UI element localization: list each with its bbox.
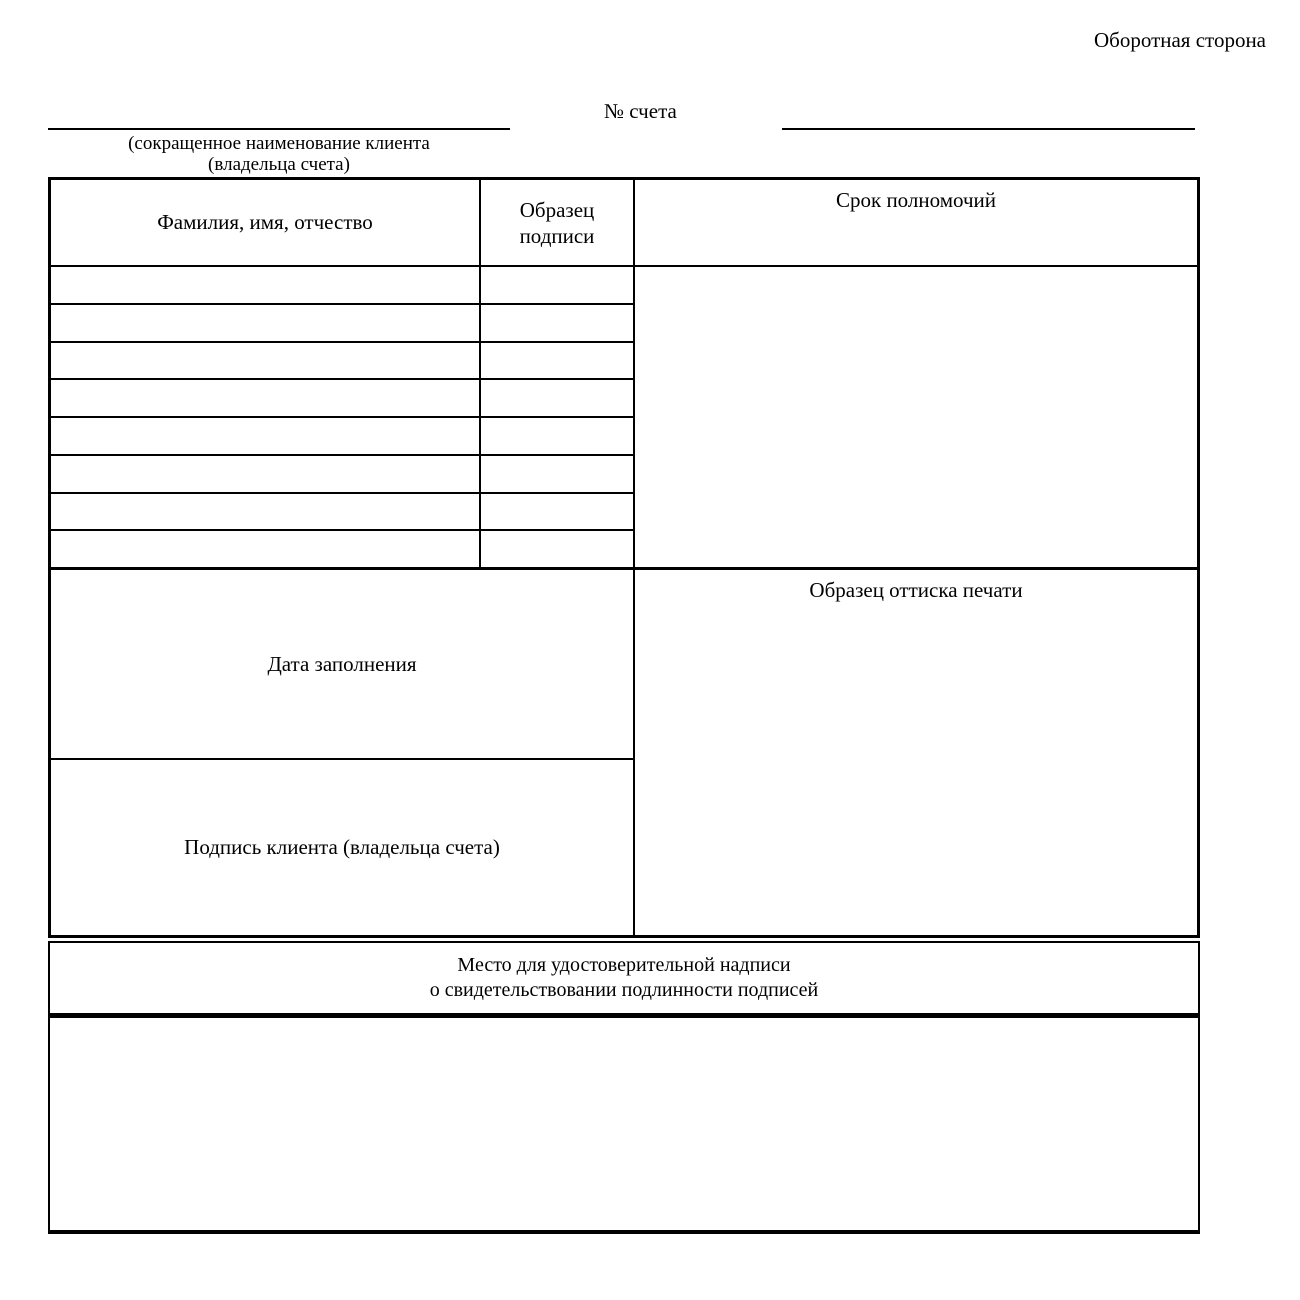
column-header-term-of-authority: Срок полномочий: [835, 188, 997, 212]
table-body: [51, 267, 1197, 570]
client-name-caption: [48, 133, 510, 175]
signature-table-row: [51, 531, 633, 567]
fio-cell[interactable]: [51, 531, 481, 567]
signature-table-row: [51, 305, 633, 343]
signature-table-row: [51, 267, 633, 305]
signature-sample-cell[interactable]: [481, 418, 633, 454]
account-number-label: № счета: [604, 99, 677, 123]
client-name-fill-line[interactable]: [48, 128, 510, 130]
table-bottom-section: [51, 570, 1197, 935]
signature-card-table: [48, 177, 1200, 938]
bottom-empty-box[interactable]: [48, 1016, 1200, 1234]
certification-label-line1: Место для удостоверительной надписи: [457, 954, 791, 976]
signature-table-row: [51, 380, 633, 418]
table-header-row: [51, 180, 1197, 267]
signature-sample-cell[interactable]: [481, 343, 633, 379]
fio-cell[interactable]: [51, 267, 481, 303]
column-header-fio: Фамилия, имя, отчество: [51, 180, 481, 265]
account-number-fill-line[interactable]: [782, 128, 1195, 130]
signature-table-row: [51, 494, 633, 532]
seal-imprint-cell[interactable]: [635, 570, 1197, 935]
signature-sample-cell[interactable]: [481, 305, 633, 341]
signature-sample-cell[interactable]: [481, 380, 633, 416]
signature-table-row: [51, 343, 633, 381]
fill-date-label: Дата заполнения: [267, 651, 417, 676]
fio-cell[interactable]: [51, 494, 481, 530]
signature-sample-cell[interactable]: [481, 456, 633, 492]
client-signature-label: Подпись клиента (владельца счета): [184, 835, 500, 859]
fio-cell[interactable]: [51, 380, 481, 416]
term-of-authority-cell[interactable]: [635, 267, 1197, 567]
fio-cell[interactable]: [51, 343, 481, 379]
client-signature-cell[interactable]: [51, 760, 633, 935]
date-and-signature-section: [51, 570, 635, 935]
fio-cell[interactable]: [51, 305, 481, 341]
fill-date-cell[interactable]: [51, 570, 633, 760]
page-side-label: Оборотная сторона: [1094, 28, 1266, 52]
client-name-caption-line2: (владельца счета): [208, 154, 350, 175]
certification-inscription-box[interactable]: [48, 941, 1200, 1016]
fio-cell[interactable]: [51, 418, 481, 454]
client-name-caption-line1: (сокращенное наименование клиента: [128, 133, 430, 154]
fio-cell[interactable]: [51, 456, 481, 492]
signature-table-row: [51, 456, 633, 494]
signature-rows: [51, 267, 635, 567]
signature-table-row: [51, 418, 633, 456]
certification-label-line2: о свидетельствовании подлинности подписей: [429, 979, 819, 1001]
signature-sample-cell[interactable]: [481, 267, 633, 303]
signature-sample-cell[interactable]: [481, 531, 633, 567]
signature-sample-cell[interactable]: [481, 494, 633, 530]
seal-imprint-label: Образец оттиска печати: [809, 578, 1023, 602]
column-header-signature-sample: Образец подписи: [481, 180, 635, 265]
